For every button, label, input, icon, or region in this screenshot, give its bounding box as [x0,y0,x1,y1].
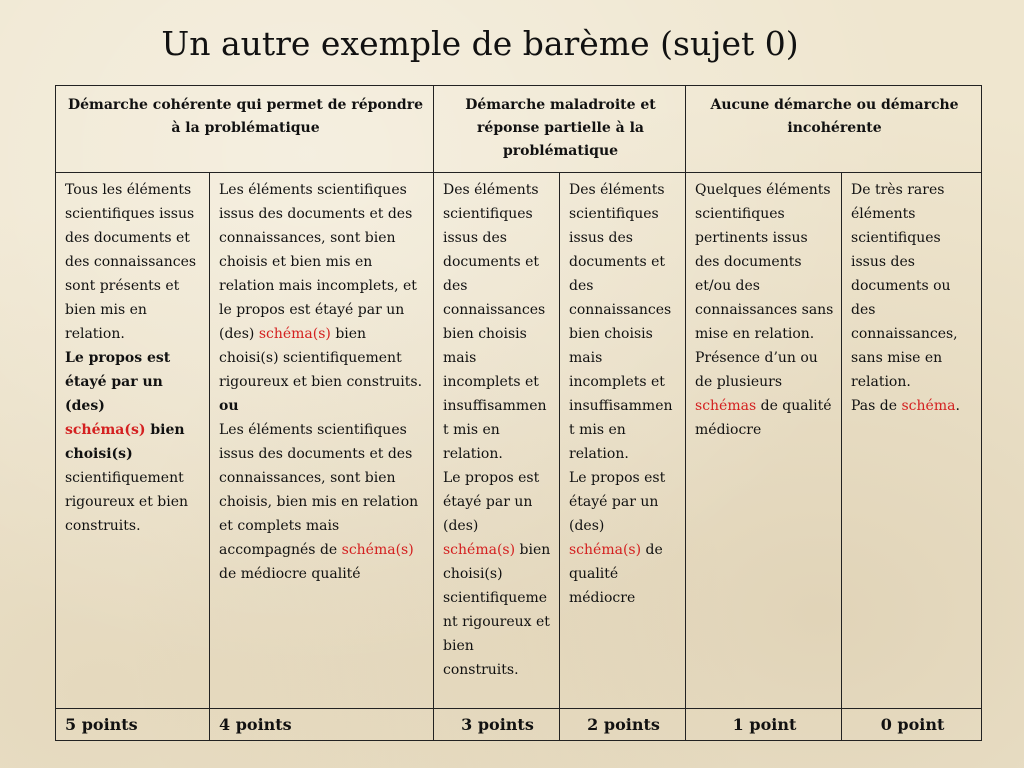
criteria-text: Les éléments scientifiques issus des documents et des connaissances, sont bien choisis, bien mis en relation et complets mais accompagnés de [219,422,419,558]
schema-keyword: schémas [695,398,757,414]
criteria-text: ou [219,398,239,414]
criteria-text: Pas de [851,398,902,414]
points-5: 5 points [56,709,210,741]
criteria-text: de médiocre qualité [219,566,361,582]
header-coherent: Démarche cohérente qui permet de répondre à la problématique [56,86,434,173]
criteria-text: bien choisi(s) scientifiquement rigoureux et bien construits. [219,326,423,390]
criteria-text: Le propos est étayé par un (des) [443,470,540,534]
criteria-text: Les éléments scientifiques issus des documents et des connaissances, sont bien choisis et bien mis en relation mais incomplets, et le propos est étayé par un (des) [219,182,417,342]
criteria-text: Le propos est étayé par un (des) [569,470,666,534]
criteria-text: Présence d’un ou de plusieurs [695,350,818,390]
criteria-cell-0 [842,173,982,709]
criteria-cell-4 [210,173,434,709]
criteria-cell-5 [56,173,210,709]
criteria-text: scientifiquement rigoureux et bien construits. [65,470,189,534]
criteria-text: de qualité médiocre [695,398,832,438]
criteria-text: De très rares éléments scientifiques issus des documents ou des connaissances, sans mise en relation. [851,182,958,390]
points-0: 0 point [842,709,982,741]
criteria-cell-2 [560,173,686,709]
criteria-row [56,173,982,709]
criteria-cell-1 [686,173,842,709]
criteria-text: Quelques éléments scientifiques pertinents issus des documents et/ou des connaissances sans mise en relation. [695,182,834,342]
schema-keyword: schéma [901,398,956,414]
schema-keyword: schéma(s) [258,326,331,342]
schema-keyword: schéma(s) [569,542,642,558]
points-3: 3 points [434,709,560,741]
criteria-text: bien choisi(s) scientifiquement rigoureux et bien construits. [443,542,551,678]
schema-keyword: schéma(s) [341,542,414,558]
criteria-text: Tous les éléments scientifiques issus des documents et des connaissances sont présents et bien mis en relation. [65,182,197,342]
scoring-table [55,85,982,741]
header-row [56,86,982,173]
criteria-text: Des éléments scientifiques issus des documents et des connaissances bien choisis mais incomplets et insuffisamment mis en relation. [443,182,547,462]
points-4: 4 points [210,709,434,741]
criteria-text: Le propos est étayé par un (des) [65,350,171,414]
points-1: 1 point [686,709,842,741]
points-row [56,709,982,741]
criteria-text: Des éléments scientifiques issus des documents et des connaissances bien choisis mais incomplets et insuffisamment mis en relation. [569,182,673,462]
header-partial: Démarche maladroite et réponse partielle à la problématique [434,86,686,173]
criteria-text: bien choisi(s) [65,422,185,462]
header-incoherent: Aucune démarche ou démarche incohérente [686,86,982,173]
criteria-text: . [955,398,960,414]
points-2: 2 points [560,709,686,741]
schema-keyword: schéma(s) [443,542,516,558]
schema-keyword: schéma(s) [65,422,146,438]
criteria-cell-3 [434,173,560,709]
criteria-text: de qualité médiocre [569,542,663,606]
slide-title: Un autre exemple de barème (sujet 0) [161,24,799,63]
